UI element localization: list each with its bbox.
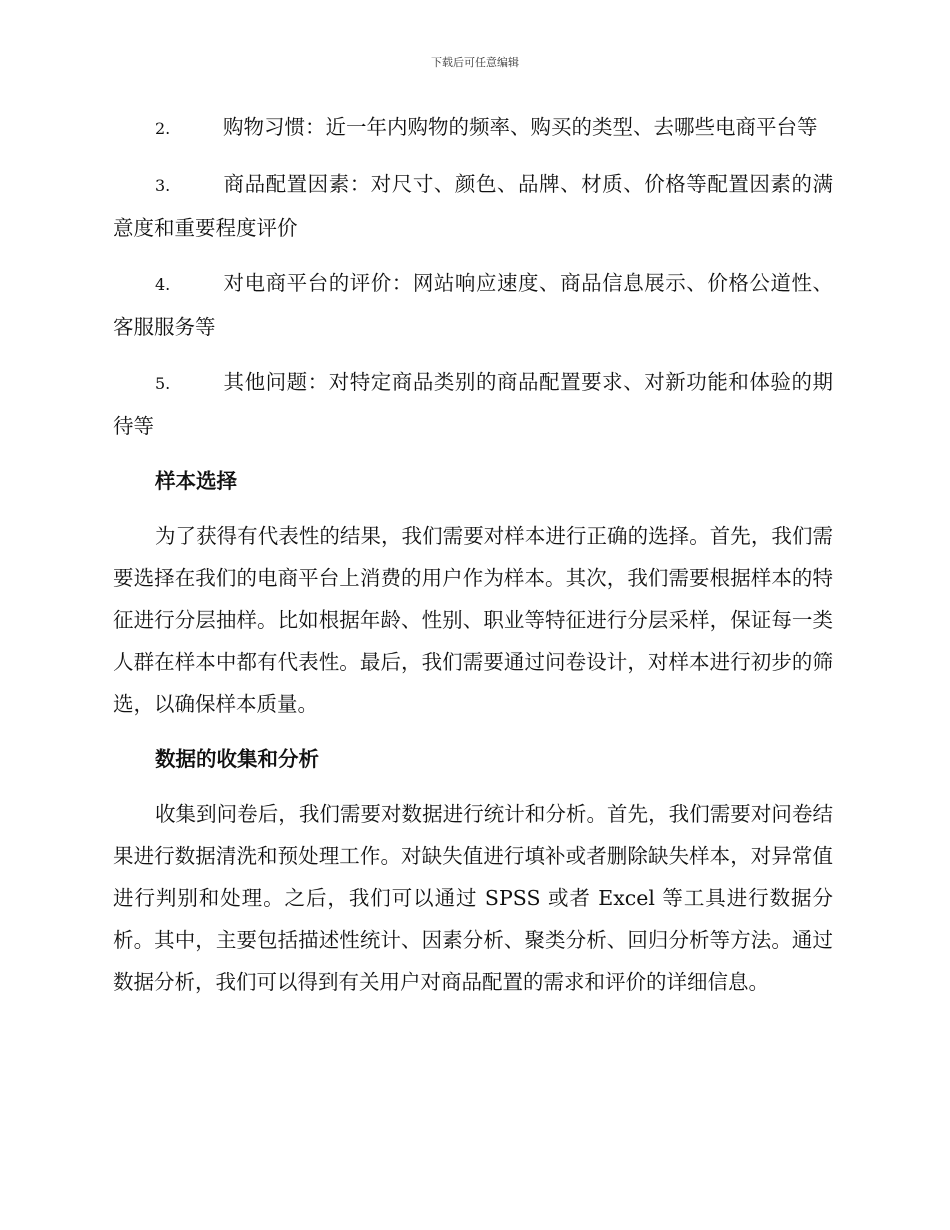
list-text: 购物习惯：近一年内购物的频率、购买的类型、去哪些电商平台等 — [223, 115, 818, 139]
list-item — [113, 361, 833, 447]
list-text: 商品配置因素：对尺寸、颜色、品牌、材质、价格等配置因素的满意度和重要程度评价 — [113, 172, 833, 240]
list-number: 5. — [155, 374, 171, 393]
list-number: 2. — [155, 119, 171, 138]
section-heading-data-collection: 数据的收集和分析 — [155, 747, 319, 771]
list-item — [113, 106, 833, 150]
list-number: 3. — [155, 176, 171, 195]
document-body — [113, 106, 833, 1016]
section-heading-sample-selection: 样本选择 — [155, 469, 237, 493]
list-number: 4. — [155, 275, 171, 294]
paragraph-sample-selection: 为了获得有代表性的结果，我们需要对样本进行正确的选择。首先，我们需要选择在我们的电商平台上消费的用户作为样本。其次，我们需要根据样本的特征进行分层抽样。比如根据年龄、性别、职业等特征进行分层采样，保证每一类人群在样本中都有代表性。最后，我们需要通过问卷设计，对样本进行初步的筛选，以确保样本质量。 — [113, 524, 833, 716]
list-text: 其他问题：对特定商品类别的商品配置要求、对新功能和体验的期待等 — [113, 370, 833, 438]
list-item — [113, 163, 833, 249]
paragraph-data-collection: 收集到问卷后，我们需要对数据进行统计和分析。首先，我们需要对问卷结果进行数据清洗和预处理工作。对缺失值进行填补或者删除缺失样本，对异常值进行判别和处理。之后，我们可以通过 SPSS 或者 Excel 等工具进行数据分析。其中，主要包括描述性统计、因素分析、聚类分析、回归分析等方法。通过数据分析，我们可以得到有关用户对商品配置的需求和评价的详细信息。 — [113, 802, 833, 994]
list-item — [113, 262, 833, 348]
list-text: 对电商平台的评价：网站响应速度、商品信息展示、价格公道性、客服服务等 — [113, 271, 833, 339]
page-header: 下载后可任意编辑 — [431, 56, 519, 69]
